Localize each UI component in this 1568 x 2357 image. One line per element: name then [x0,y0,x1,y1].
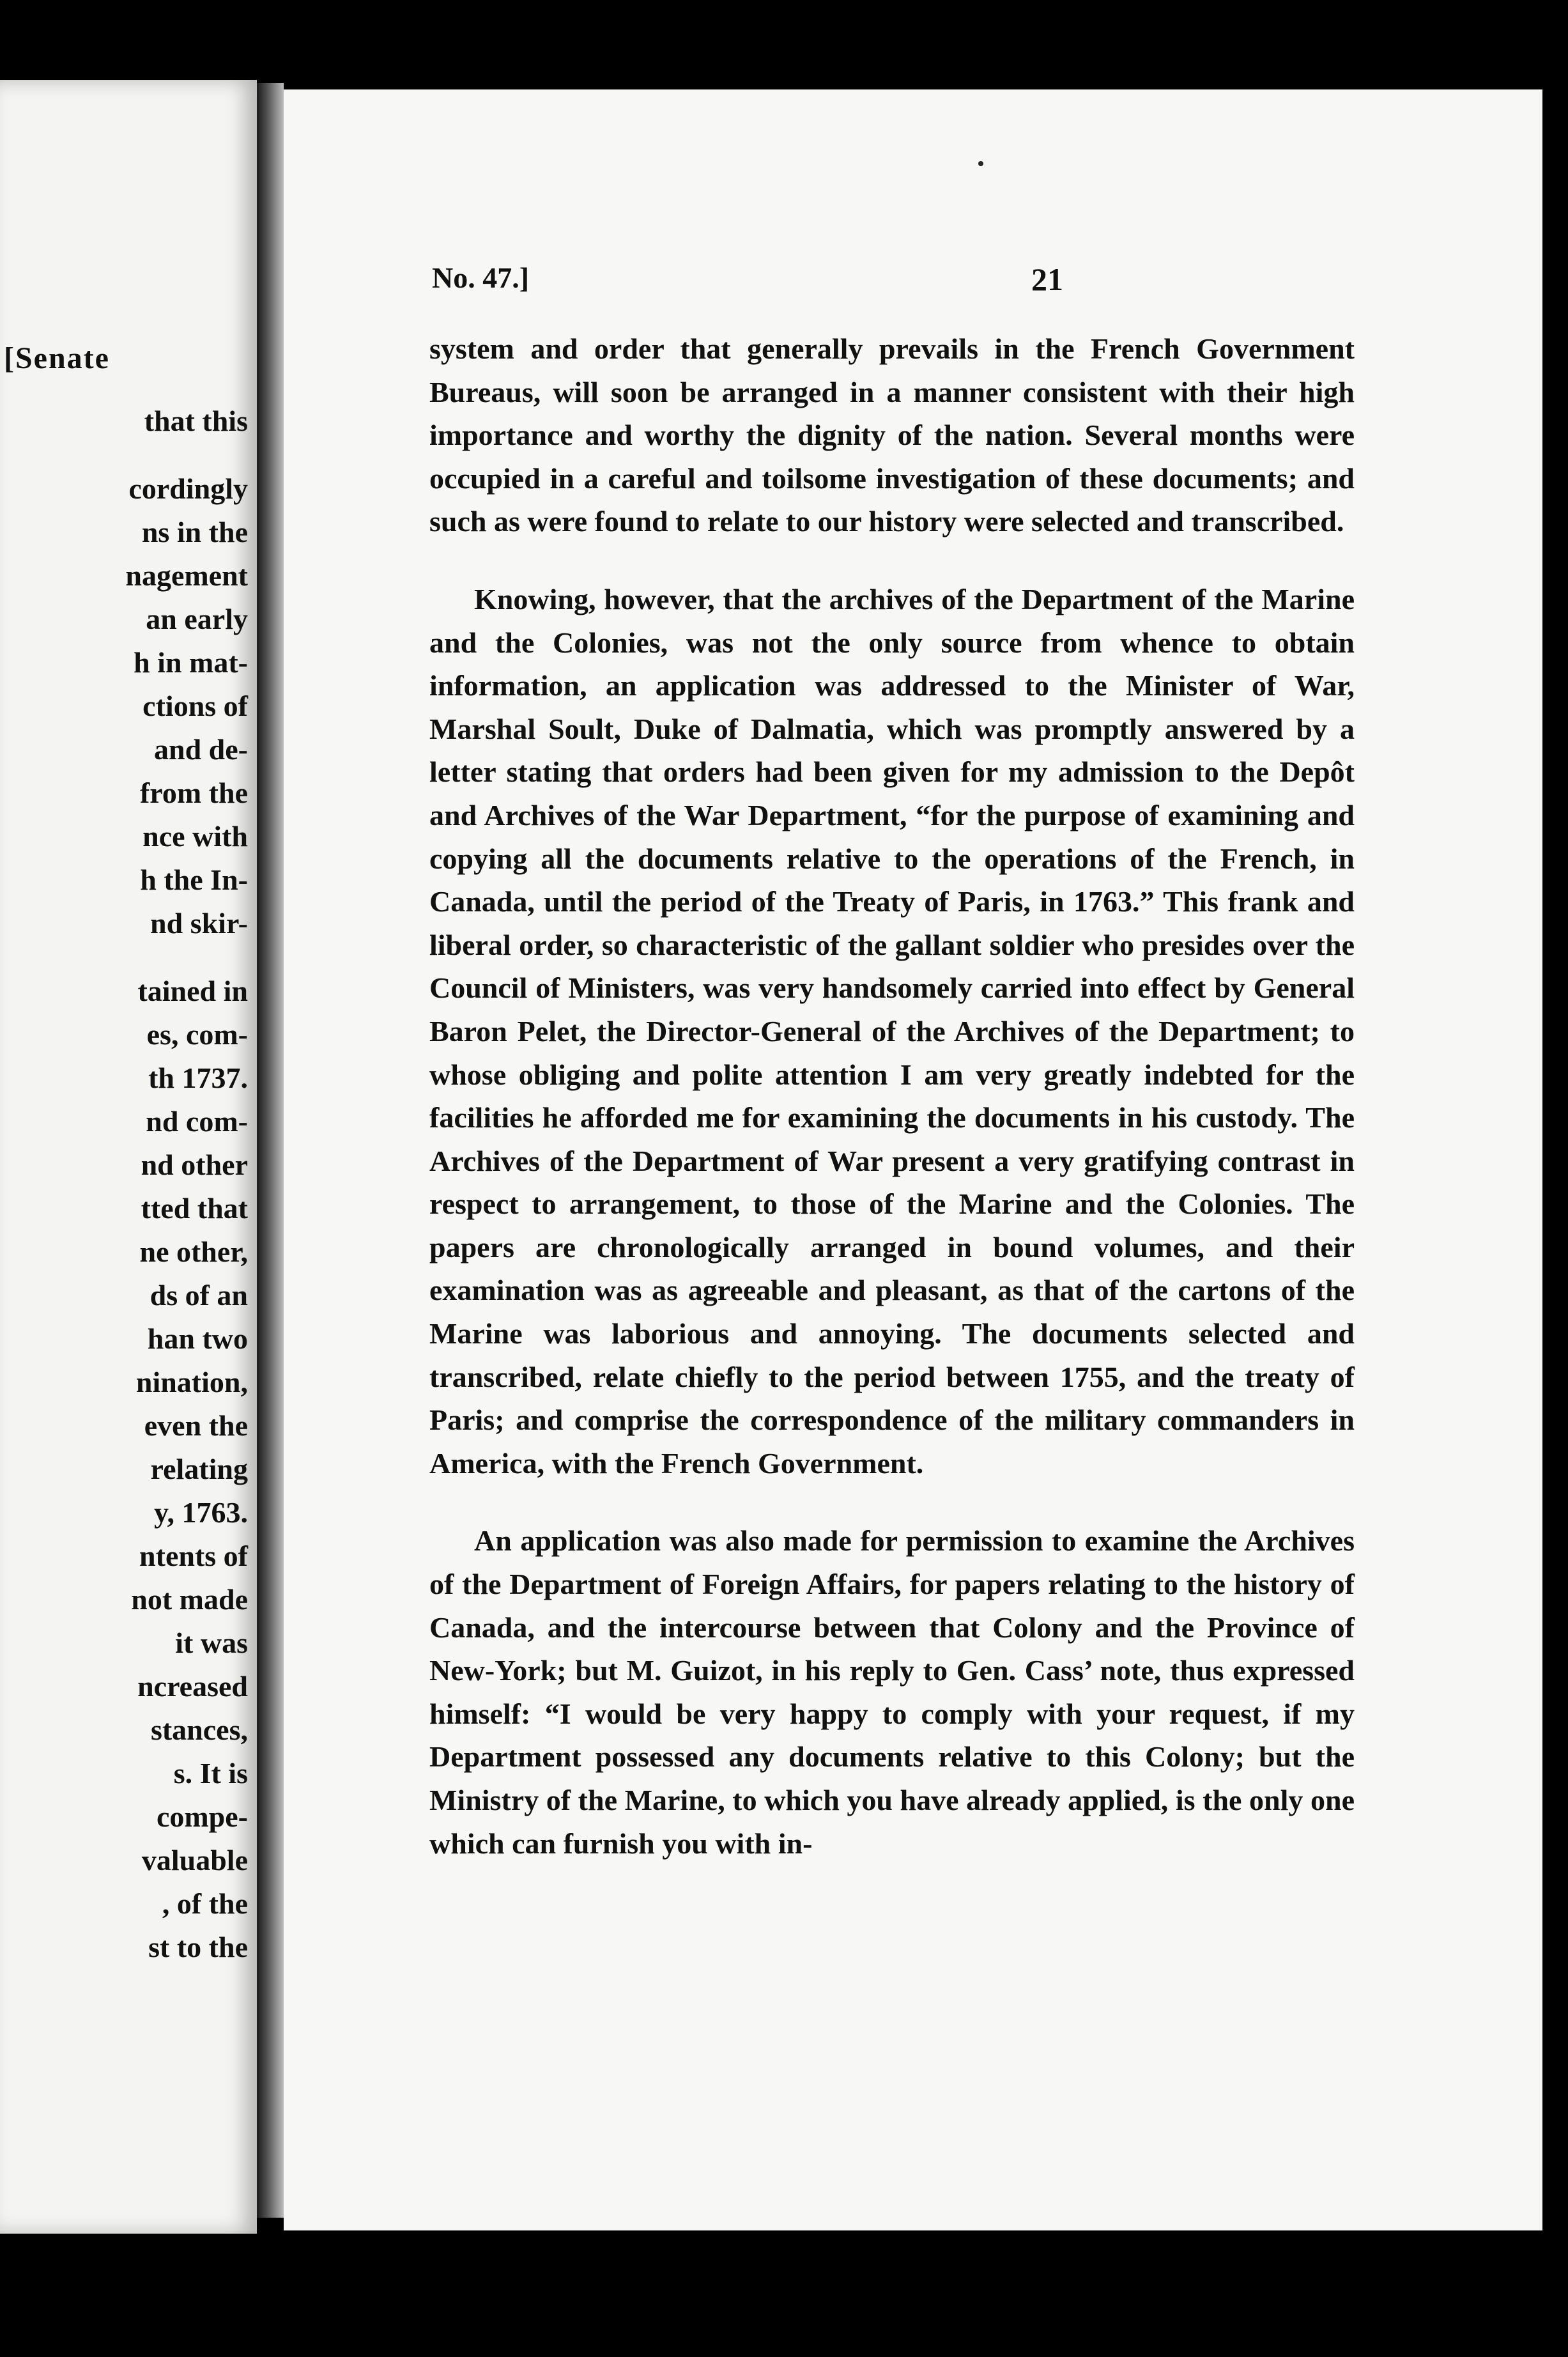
page-number: 21 [1031,261,1063,297]
left-line-fragment: ncreased [137,1670,248,1703]
left-line-fragment [125,443,248,467]
left-line-fragment: it was [175,1627,248,1659]
left-line-fragment: ctions of [142,690,248,722]
left-line-fragment: y, 1763. [154,1496,248,1529]
paragraph: system and order that generally prevails in the French Government Bureaus, will soon be arranged in a manner consistent with their high importance and worthy the dignity of the nation. Several months were occupied in a careful and toilsome investigation of these documents; and such as were found to relate to our history were selected and transcribed. [429,332,1355,538]
left-page-text-fragments [125,399,248,1969]
left-line-fragment: compe- [156,1800,248,1833]
left-line-fragment: , of the [162,1887,248,1920]
left-line-fragment: es, com- [146,1018,248,1051]
left-line-fragment: from the [139,777,248,809]
left-line-fragment: st to the [148,1931,248,1963]
left-line-fragment [125,945,248,970]
left-line-fragment: ds of an [150,1279,248,1311]
left-page-running-head: [Senate [4,341,110,375]
left-line-fragment: stances, [150,1713,248,1746]
left-line-fragment: nce with [142,820,248,853]
left-line-fragment: h the In- [140,863,248,896]
right-page [284,89,1542,2230]
left-line-fragment: tained in [137,975,248,1007]
left-line-fragment: tted that [141,1192,248,1225]
left-line-fragment: even the [144,1409,248,1442]
left-line-fragment: that this [144,405,248,437]
left-line-fragment: han two [147,1322,248,1355]
left-facing-page [0,80,257,2234]
left-line-fragment: nd skir- [150,907,248,939]
page-header [432,261,1454,305]
left-line-fragment: relating [150,1453,248,1485]
left-line-fragment: s. It is [173,1757,248,1789]
left-line-fragment: nd other [141,1148,248,1181]
paragraph: Knowing, however, that the archives of the Department of the Marine and the Colonies, was not the only source from whence to obtain information, an application was addressed to the Minister of War, Marshal Soult, Duke of Dalmatia, which was promptly answered by a letter stating that orders had been given for my admission to the Depôt and Archives of the War Department, “for the purpose of examining and copying all the documents relative to the operations of the French, in Canada, until the period of the Treaty of Paris, in 1763.” This frank and liberal order, so characteristic of the gallant soldier who presides over the Council of Ministers, was very handsomely carried into effect by General Baron Pelet, the Director-General of the Archives of the Department; to whose obliging and polite attention I am very greatly indebted for the facilities he afforded me for examining the documents in his custody. The Archives of the Department of War present a very gratifying contrast in respect to arrangement, to those of the Marine and the Colonies. The papers are chronologically arranged in bound volumes, and their examination was as agreeable and pleasant, as that of the cartons of the Marine was laborious and annoying. The documents selected and transcribed, relate chiefly to the period between 1755, and the treaty of Paris; and comprise the correspondence of the military commanders in America, with the French Government. [429,582,1355,1480]
left-line-fragment: nd com- [146,1105,248,1138]
paper-speck [978,161,983,166]
left-line-fragment: h in mat- [134,646,248,679]
left-line-fragment: th 1737. [148,1062,248,1094]
left-line-fragment: nination, [135,1366,248,1398]
body-text [429,327,1355,1865]
left-line-fragment: ns in the [141,516,248,548]
document-number: No. 47.] [432,261,530,294]
left-line-fragment: nagement [125,559,248,592]
left-line-fragment: cordingly [128,472,248,505]
book-gutter [257,83,284,2218]
left-line-fragment: an early [146,603,248,635]
left-line-fragment: and de- [154,733,248,766]
paragraph: An application was also made for permission to examine the Archives of the Department of Foreign Affairs, for papers relating to the history of Canada, and the intercourse between that Colony and the Province of New-York; but M. Guizot, in his reply to Gen. Cass’ note, thus expressed himself: “I would be very happy to comply with your request, if my Department possessed any documents relative to this Colony; but the Ministry of the Marine, to which you have already applied, is the only one which can furnish you with in- [429,1524,1355,1860]
left-line-fragment: not made [131,1583,248,1616]
left-line-fragment: valuable [141,1844,248,1876]
left-line-fragment: ne other, [139,1235,248,1268]
left-line-fragment: ntents of [139,1540,248,1572]
